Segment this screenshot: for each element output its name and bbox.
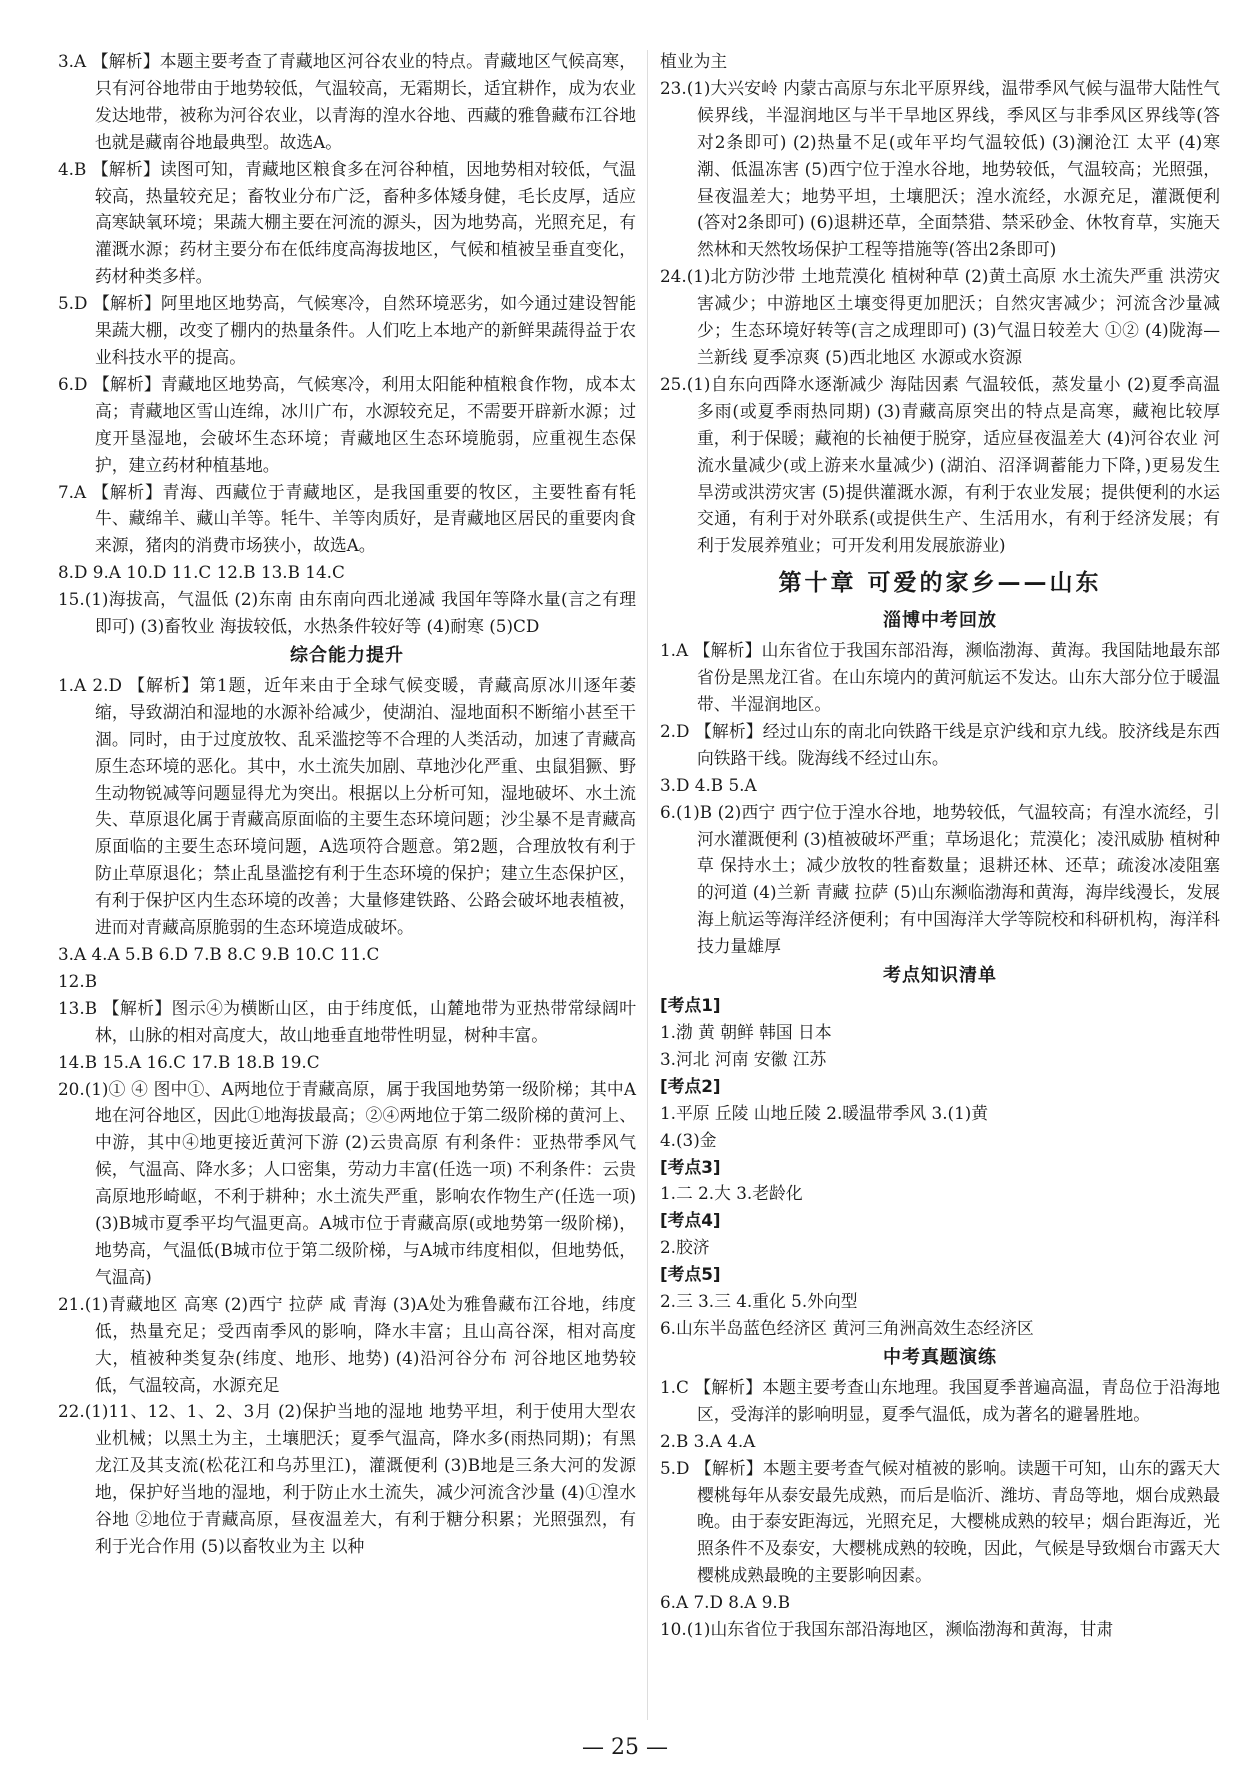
- answer-paragraph: 6.A 7.D 8.A 9.B: [660, 1592, 791, 1613]
- exam-point-tag: [考点1]: [660, 995, 721, 1016]
- answer-paragraph: 3.D 4.B 5.A: [660, 774, 757, 795]
- answer-paragraph: 6.山东半岛蓝色经济区 黄河三角洲高效生态经济区: [660, 1317, 1034, 1338]
- chapter-title: 第十章 可爱的家乡——山东: [778, 570, 1102, 597]
- answer-paragraph: 13.B 【解析】图示④为横断山区，由于纬度低，山麓地带为亚热带常绿阔叶林，山脉的相对高度大，故山地垂直地带性明显，树种丰富。: [58, 997, 636, 1045]
- answer-paragraph: 8.D 9.A 10.D 11.C 12.B 13.B 14.C: [58, 562, 345, 583]
- answer-paragraph: 6.D 【解析】青藏地区地势高，气候寒冷，利用太阳能种植粮食作物，成本太高；青藏地区雪山连绵，冰川广布，水源较充足，不需要开辟新水源；过度开垦湿地，会破坏生态环境；青藏地区生态环境脆弱，应重视生态保护，建立药材种植基地。: [58, 373, 636, 475]
- answer-paragraph: 3.A 4.A 5.B 6.D 7.B 8.C 9.B 10.C 11.C: [58, 944, 380, 964]
- section-heading: 考点知识清单: [883, 965, 997, 987]
- column-divider: [647, 50, 648, 1720]
- answer-paragraph: 10.(1)山东省位于我国东部沿海地区，濒临渤海和黄海，甘肃: [660, 1619, 1114, 1640]
- answer-paragraph: 2.B 3.A 4.A: [660, 1430, 756, 1451]
- answer-paragraph: 5.D 【解析】本题主要考查气候对植被的影响。读题干可知，山东的露天大樱桃每年从泰安最先成熟，而后是临沂、潍坊、青岛等地，烟台成熟最晚。由于泰安距海远，光照充足，大樱桃成熟的较早；烟台距海近，光照条件不及泰安，大樱桃成熟的较晚，因此，气候是导致烟台市露天大樱桃成熟最晚的主要影响因素。: [660, 1457, 1220, 1586]
- exam-point-tag: [考点4]: [660, 1210, 721, 1231]
- answer-paragraph: 1.A 【解析】山东省位于我国东部沿海，濒临渤海、黄海。我国陆地最东部省份是黑龙江省。在山东境内的黄河航运不发达。山东大部分位于暖温带、半湿润地区。: [660, 640, 1220, 715]
- answer-paragraph: 3.河北 河南 安徽 江苏: [660, 1048, 827, 1069]
- answer-paragraph: 15.(1)海拔高，气温低 (2)东南 由东南向西北递减 我国年等降水量(言之有理即可) (3)畜牧业 海拔较低，水热条件较好等 (4)耐寒 (5)CD: [58, 589, 636, 637]
- answer-paragraph: 5.D 【解析】阿里地区地势高，气候寒冷，自然环境恶劣，如今通过建设智能果蔬大棚，改变了棚内的热量条件。人们吃上本地产的新鲜果蔬得益于农业科技水平的提高。: [58, 293, 636, 367]
- answer-paragraph: 1.C 【解析】本题主要考查山东地理。我国夏季普遍高温，青岛位于沿海地区，受海洋的影响明显，夏季气温低，成为著名的避暑胜地。: [660, 1376, 1220, 1424]
- exam-point-tag: [考点3]: [660, 1156, 721, 1177]
- right-column: [660, 48, 1220, 1643]
- answer-paragraph: 1.平原 丘陵 山地丘陵 2.暖温带季风 3.(1)黄: [660, 1102, 989, 1123]
- answer-paragraph: 4.B 【解析】读图可知，青藏地区粮食多在河谷种植，因地势相对较低，气温较高，热量较充足；畜牧业分布广泛，畜种多体矮身健，毛长皮厚，适应高寒缺氧环境；果蔬大棚主要在河流的源头，因为地势高，光照充足，有灌溉水源；药材主要分布在低纬度高海拔地区，气候和植被呈垂直变化，药材种类多样。: [58, 158, 636, 287]
- answer-paragraph: 1.A 2.D 【解析】第1题，近年来由于全球气候变暖，青藏高原冰川逐年萎缩，导致湖泊和湿地的水源补给减少，使湖泊、湿地面积不断缩小甚至干涸。同时，由于过度放牧、乱采滥挖等不合理的人类活动，加速了青藏高原生态环境的恶化。其中，水土流失加剧、草地沙化严重、虫鼠猖獗、野生动物锐减等问题显得尤为突出。根据以上分析可知，湿地破坏、水土流失、草原退化属于青藏高原面临的主要生态环境问题；沙尘暴不是青藏高原面临的主要生态环境问题，A选项符合题意。第2题，合理放牧有利于防止草原退化；禁止乱垦滥挖有利于生态环境的保护；建立生态保护区，有利于保护区内生态环境的改善；大量修建铁路、公路会破坏地表植被，进而对青藏高原脆弱的生态环境造成破坏。: [58, 674, 636, 938]
- answer-paragraph: 2.D 【解析】经过山东的南北向铁路干线是京沪线和京九线。胶济线是东西向铁路干线。陇海线不经过山东。: [660, 720, 1220, 768]
- answer-paragraph: 2.三 3.三 4.重化 5.外向型: [660, 1291, 858, 1312]
- section-heading: 中考真题演练: [883, 1346, 997, 1368]
- answer-paragraph: 20.(1)① ④ 图中①、A两地位于青藏高原，属于我国地势第一级阶梯；其中A地在河谷地区，因此①地海拔最高；②④两地位于第二级阶梯的黄河上、中游，其中④地更接近黄河下游 (2)云贵高原 有利条件：亚热带季风气候，气温高、降水多；人口密集，劳动力丰富(任选一项) 不利条件：云贵高原地形崎岖，不利于耕种；水土流失严重，影响农作物生产(任选一项) (3)B城市夏季平均气温更高。A城市位于青藏高原(或地势第一级阶梯)，地势高，气温低(B城市位于第二级阶梯，与A城市纬度相似，但地势低，气温高): [58, 1078, 642, 1287]
- answer-paragraph: 3.A 【解析】本题主要考查了青藏地区河谷农业的特点。青藏地区气候高寒，只有河谷地带由于地势较低，气温较高，无霜期长，适宜耕作，成为农业发达地带，被称为河谷农业，以青海的湟水谷地、西藏的雅鲁藏布江谷地也就是藏南谷地最典型。故选A。: [58, 51, 636, 152]
- answer-paragraph: 1.二 2.大 3.老龄化: [660, 1183, 803, 1204]
- answer-paragraph: 25.(1)自东向西降水逐渐减少 海陆因素 气温较低，蒸发量小 (2)夏季高温多雨(或夏季雨热同期) (3)青藏高原突出的特点是高寒，藏袍比较厚重，利于保暖；藏袍的长袖便于脱穿，适应昼夜温差大 (4)河谷农业 河流水量减少(或上游来水量减少) (湖泊、沼泽调蓄能力下降，)更易发生旱涝或洪涝灾害 (5)提供灌溉水源，有利于农业发展；提供便利的水运交通，有利于对外联系(或提供生产、生活用水，有利于经济发展；有利于发展养殖业；可开发利用发展旅游业): [660, 373, 1220, 556]
- answer-paragraph: 21.(1)青藏地区 高寒 (2)西宁 拉萨 咸 青海 (3)A处为雅鲁藏布江谷地，纬度低，热量充足；受西南季风的影响，降水丰富；且山高谷深，相对高度大，植被种类复杂(纬度、地形、地势) (4)沿河谷分布 河谷地区地势较低，气温较高，水源充足: [58, 1293, 636, 1395]
- answer-paragraph: 植业为主: [660, 51, 728, 71]
- answer-paragraph: 1.渤 黄 朝鲜 韩国 日本: [660, 1022, 832, 1042]
- answer-paragraph: 12.B: [58, 970, 98, 991]
- answer-paragraph: 6.(1)B (2)西宁 西宁位于湟水谷地，地势较低，气温较高；有湟水流经，引河水灌溉便利 (3)植被破坏严重；草场退化；荒漠化；凌汛威胁 植树种草 保持水土；减少放牧的牲畜数量；退耕还林、还草；疏浚冰凌阻塞的河道 (4)兰新 青藏 拉萨 (5)山东濒临渤海和黄海，海岸线漫长，发展海上航运等海洋经济便利；有中国海洋大学等院校和科研机构，海洋科技力量雄厚: [660, 801, 1220, 957]
- answer-paragraph: 7.A 【解析】青海、西藏位于青藏地区，是我国重要的牧区，主要牲畜有牦牛、藏绵羊、藏山羊等。牦牛、羊等肉质好，是青藏地区居民的重要肉食来源，猪肉的消费市场狭小，故选A。: [58, 481, 636, 556]
- answer-paragraph: 4.(3)金: [660, 1129, 717, 1150]
- page-number: — 25 —: [582, 1735, 668, 1760]
- section-heading: 综合能力提升: [290, 644, 404, 666]
- section-heading: 淄博中考回放: [883, 610, 997, 632]
- answer-paragraph: 23.(1)大兴安岭 内蒙古高原与东北平原界线，温带季风气候与温带大陆性气候界线，半湿润地区与半干旱地区界线，季风区与非季风区界线等(答对2条即可) (2)热量不足(或年平均气温较低) (3)澜沧江 太平 (4)寒潮、低温冻害 (5)西宁位于湟水谷地，地势较低，气温较高；光照强，昼夜温差大；地势平坦，土壤肥沃；湟水流经，水源充足，灌溉便利(答对2条即可) (6)退耕还草，全面禁猎、禁采砂金、休牧育草，实施天然林和天然牧场保护工程等措施等(答出2条即可): [660, 77, 1220, 260]
- left-column: [58, 48, 642, 1560]
- answer-paragraph: 22.(1)11、12、1、2、3月 (2)保护当地的湿地 地势平坦，利于使用大型农业机械；以黑土为主，土壤肥沃；夏季气温高，降水多(雨热同期)；有黑龙江及其支流(松花江和乌苏里江)，灌溉便利 (3)B地是三条大河的发源地，保护好当地的湿地，利于防止水土流失，减少河流含沙量 (4)①湟水谷地 ②地位于青藏高原，昼夜温差大，有利于糖分积累；光照强烈，有利于光合作用 (5)以畜牧业为主 以种: [58, 1401, 636, 1556]
- exam-point-tag: [考点5]: [660, 1264, 721, 1285]
- answer-paragraph: 2.胶济: [660, 1237, 710, 1258]
- answer-paragraph: 24.(1)北方防沙带 土地荒漠化 植树种草 (2)黄土高原 水土流失严重 洪涝灾害减少；中游地区土壤变得更加肥沃；自然灾害减少；河流含沙量减少；生态环境好转等(言之成理即可) (3)气温日较差大 ①② (4)陇海—兰新线 夏季凉爽 (5)西北地区 水源或水资源: [660, 266, 1220, 367]
- exam-point-tag: [考点2]: [660, 1075, 721, 1096]
- answer-paragraph: 14.B 15.A 16.C 17.B 18.B 19.C: [58, 1051, 320, 1072]
